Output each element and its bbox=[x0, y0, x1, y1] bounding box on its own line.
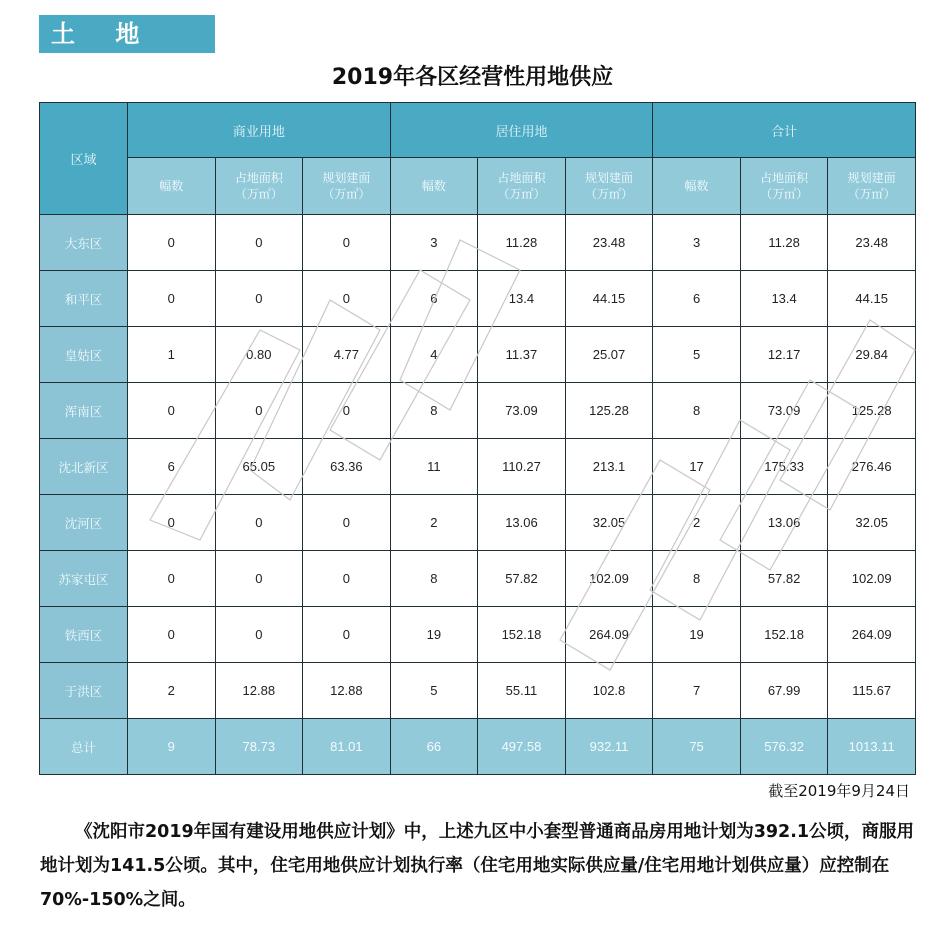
subheader-land-area bbox=[478, 158, 566, 215]
table-cell: 5 bbox=[390, 663, 478, 719]
table-cell: 13.06 bbox=[740, 495, 828, 551]
table-cell: 12.88 bbox=[215, 663, 303, 719]
description-paragraph: 《沈阳市2019年国有建设用地供应计划》中，上述九区中小套型普通商品房用地计划为392.1公顷，商服用地计划为141.5公顷。其中，住宅用地供应计划执行率（住宅用地实际供应量/住宅用地计划供应量）应控制在70%-150%之间。 bbox=[40, 822, 915, 910]
subheader-label: 占地面积 bbox=[760, 171, 809, 185]
table-cell: 0 bbox=[128, 551, 216, 607]
table-cell: 11.28 bbox=[740, 215, 828, 271]
table-cell: 12.17 bbox=[740, 327, 828, 383]
table-cell: 5 bbox=[653, 327, 741, 383]
table-cell: 19 bbox=[390, 607, 478, 663]
region-name: 大东区 bbox=[40, 215, 128, 271]
table-cell: 8 bbox=[390, 551, 478, 607]
table-cell: 0 bbox=[303, 607, 391, 663]
table-cell: 0 bbox=[303, 383, 391, 439]
table-row bbox=[40, 439, 916, 495]
section-tag: 土 地 供 应 bbox=[39, 15, 215, 53]
table-cell: 17 bbox=[653, 439, 741, 495]
table-cell: 0 bbox=[215, 383, 303, 439]
table-cell: 276.46 bbox=[828, 439, 916, 495]
table-row bbox=[40, 383, 916, 439]
table-title: 2019年各区经营性用地供应 bbox=[331, 65, 614, 90]
table-cell: 44.15 bbox=[828, 271, 916, 327]
table-cell: 32.05 bbox=[565, 495, 653, 551]
table-cell: 2 bbox=[653, 495, 741, 551]
table-cell: 0 bbox=[128, 495, 216, 551]
table-cell: 2 bbox=[390, 495, 478, 551]
region-name: 苏家屯区 bbox=[40, 551, 128, 607]
table-cell: 152.18 bbox=[478, 607, 566, 663]
group-header-total: 合计 bbox=[653, 103, 916, 158]
region-name: 皇姑区 bbox=[40, 327, 128, 383]
table-cell: 75 bbox=[653, 719, 741, 775]
table-cell: 23.48 bbox=[828, 215, 916, 271]
table-cell: 125.28 bbox=[828, 383, 916, 439]
subheader-label: 规划建面 bbox=[585, 171, 634, 185]
subheader-land-area bbox=[740, 158, 828, 215]
table-cell: 9 bbox=[128, 719, 216, 775]
table-cell: 102.09 bbox=[828, 551, 916, 607]
table-cell: 0.80 bbox=[215, 327, 303, 383]
table-cell: 13.06 bbox=[478, 495, 566, 551]
table-cell: 25.07 bbox=[565, 327, 653, 383]
region-header: 区域 bbox=[40, 103, 128, 215]
region-name: 沈北新区 bbox=[40, 439, 128, 495]
table-cell: 497.58 bbox=[478, 719, 566, 775]
table-cell: 63.36 bbox=[303, 439, 391, 495]
table-cell: 32.05 bbox=[828, 495, 916, 551]
subheader-land-area bbox=[215, 158, 303, 215]
table-cell: 0 bbox=[215, 215, 303, 271]
subheader-unit: （万㎡） bbox=[322, 187, 371, 201]
table-cell: 213.1 bbox=[565, 439, 653, 495]
total-row bbox=[40, 719, 916, 775]
table-cell: 66 bbox=[390, 719, 478, 775]
table-cell: 8 bbox=[653, 383, 741, 439]
table-cell: 4 bbox=[390, 327, 478, 383]
land-supply-table bbox=[39, 102, 916, 775]
region-name: 总计 bbox=[40, 719, 128, 775]
table-cell: 2 bbox=[128, 663, 216, 719]
table-cell: 6 bbox=[653, 271, 741, 327]
subheader-build-area bbox=[303, 158, 391, 215]
subheader-unit: （万㎡） bbox=[585, 187, 634, 201]
table-cell: 57.82 bbox=[740, 551, 828, 607]
subheader-label: 占地面积 bbox=[497, 171, 546, 185]
table-cell: 19 bbox=[653, 607, 741, 663]
table-cell: 8 bbox=[653, 551, 741, 607]
table-cell: 67.99 bbox=[740, 663, 828, 719]
table-cell: 44.15 bbox=[565, 271, 653, 327]
table-cell: 65.05 bbox=[215, 439, 303, 495]
table-row bbox=[40, 271, 916, 327]
table-cell: 11.37 bbox=[478, 327, 566, 383]
table-cell: 0 bbox=[128, 383, 216, 439]
table-cell: 0 bbox=[303, 271, 391, 327]
subheader-label: 规划建面 bbox=[847, 171, 896, 185]
table-cell: 0 bbox=[303, 551, 391, 607]
table-cell: 23.48 bbox=[565, 215, 653, 271]
subheader-count: 幅数 bbox=[128, 158, 216, 215]
table-cell: 576.32 bbox=[740, 719, 828, 775]
table-cell: 11.28 bbox=[478, 215, 566, 271]
subheader-build-area bbox=[828, 158, 916, 215]
table-cell: 29.84 bbox=[828, 327, 916, 383]
table-row bbox=[40, 215, 916, 271]
region-name: 和平区 bbox=[40, 271, 128, 327]
table-cell: 11 bbox=[390, 439, 478, 495]
table-row bbox=[40, 663, 916, 719]
table-cell: 73.09 bbox=[740, 383, 828, 439]
table-cell: 115.67 bbox=[828, 663, 916, 719]
table-cell: 13.4 bbox=[478, 271, 566, 327]
table-cell: 81.01 bbox=[303, 719, 391, 775]
table-cell: 0 bbox=[128, 607, 216, 663]
table-cell: 7 bbox=[653, 663, 741, 719]
table-row bbox=[40, 327, 916, 383]
subheader-count: 幅数 bbox=[653, 158, 741, 215]
table-cell: 12.88 bbox=[303, 663, 391, 719]
subheader-count: 幅数 bbox=[390, 158, 478, 215]
table-cell: 0 bbox=[215, 495, 303, 551]
subheader-label: 占地面积 bbox=[234, 171, 283, 185]
table-row bbox=[40, 495, 916, 551]
table-cell: 102.09 bbox=[565, 551, 653, 607]
table-cell: 110.27 bbox=[478, 439, 566, 495]
table-row bbox=[40, 551, 916, 607]
table-cell: 1013.11 bbox=[828, 719, 916, 775]
region-name: 沈河区 bbox=[40, 495, 128, 551]
table-cell: 57.82 bbox=[478, 551, 566, 607]
subheader-unit: （万㎡） bbox=[234, 187, 283, 201]
group-header-residential: 居住用地 bbox=[390, 103, 653, 158]
subheader-unit: （万㎡） bbox=[847, 187, 896, 201]
as-of-date: 截至2019年9月24日 bbox=[768, 782, 910, 800]
table-cell: 3 bbox=[653, 215, 741, 271]
table-cell: 13.4 bbox=[740, 271, 828, 327]
table-cell: 3 bbox=[390, 215, 478, 271]
table-cell: 1 bbox=[128, 327, 216, 383]
table-cell: 0 bbox=[303, 495, 391, 551]
table-cell: 264.09 bbox=[565, 607, 653, 663]
region-name: 铁西区 bbox=[40, 607, 128, 663]
table-cell: 264.09 bbox=[828, 607, 916, 663]
table-cell: 73.09 bbox=[478, 383, 566, 439]
region-name: 浑南区 bbox=[40, 383, 128, 439]
table-cell: 55.11 bbox=[478, 663, 566, 719]
table-cell: 0 bbox=[215, 271, 303, 327]
group-header-commercial: 商业用地 bbox=[128, 103, 391, 158]
table-cell: 125.28 bbox=[565, 383, 653, 439]
subheader-unit: （万㎡） bbox=[760, 187, 809, 201]
subheader-build-area bbox=[565, 158, 653, 215]
table-cell: 0 bbox=[128, 271, 216, 327]
table-cell: 8 bbox=[390, 383, 478, 439]
table-cell: 152.18 bbox=[740, 607, 828, 663]
table-cell: 175.33 bbox=[740, 439, 828, 495]
table-cell: 0 bbox=[215, 551, 303, 607]
region-name: 于洪区 bbox=[40, 663, 128, 719]
subheader-unit: （万㎡） bbox=[497, 187, 546, 201]
table-cell: 6 bbox=[128, 439, 216, 495]
table-cell: 0 bbox=[303, 215, 391, 271]
table-cell: 0 bbox=[215, 607, 303, 663]
table-row bbox=[40, 607, 916, 663]
table-cell: 6 bbox=[390, 271, 478, 327]
subheader-label: 规划建面 bbox=[322, 171, 371, 185]
table-cell: 0 bbox=[128, 215, 216, 271]
table-cell: 932.11 bbox=[565, 719, 653, 775]
table-cell: 102.8 bbox=[565, 663, 653, 719]
table-cell: 4.77 bbox=[303, 327, 391, 383]
table-cell: 78.73 bbox=[215, 719, 303, 775]
